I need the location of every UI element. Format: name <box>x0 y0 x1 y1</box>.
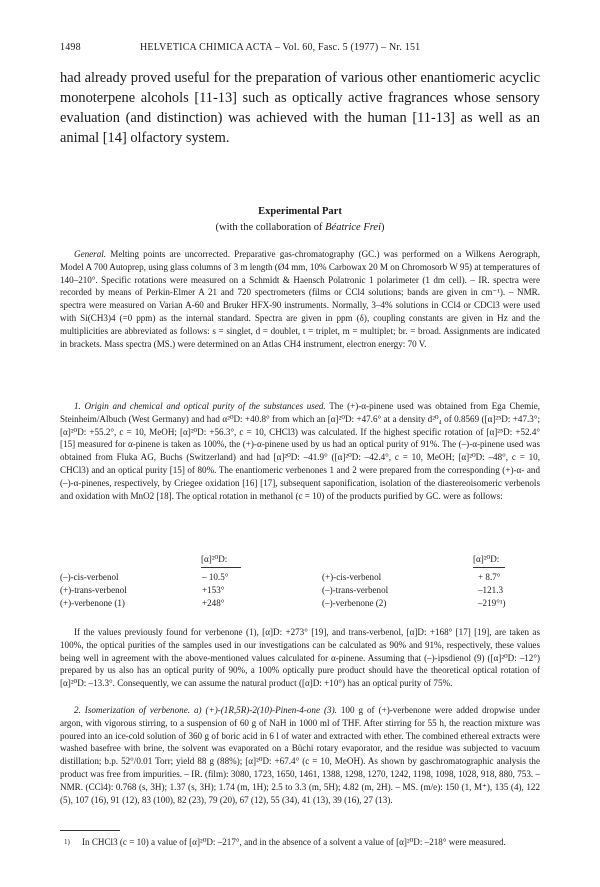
table-right-row-1-name: (+)-cis-verbenol <box>322 572 382 582</box>
isomerization-paragraph <box>60 704 540 806</box>
table-right-row-3-value: –219°¹) <box>478 598 506 608</box>
table-left-row-3-name: (+)-verbenone (1) <box>60 598 125 608</box>
collaborator-name: Béatrice Frei <box>325 222 382 233</box>
isomerization-lead: 2. Isomerization of verbenone. <box>74 705 191 715</box>
table-right-row-2-name: (–)-trans-verbenol <box>322 585 389 595</box>
running-title: HELVETICA CHIMICA ACTA – Vol. 60, Fasc. 5 (1977) – Nr. 151 <box>140 42 421 53</box>
isomerization-compound: a) (+)-(1R,5R)-2(10)-Pinen-4-one (3). <box>194 705 337 715</box>
general-paragraph <box>60 248 540 350</box>
origin-text: The (+)-α-pinene used was obtained from Ega Chemie, Steinheim/Albuch (West Germany) and had α²⁰D: +40.8° from which an [α]²⁰D: +47.6° at a density d²⁰₄ of 0.8569 ([α]²⁵D: +47.3°; [α]²⁰D: +55.2°, c = 10, MeOH; [α]²⁰D: +56.3°, c = 10, CHCl3) was calculated. If the highest specific rotation of [α]²⁵D: +52.4° [15] measured for α-pinene is taken as 100%, the (+)-α-pinene used by us had an optical purity of 91%. The (–)-α-pinene used was obtained from Fluka AG, Buchs (Switzerland) and had [α]²⁰D: –41.9° ([α]²⁰D: –42.4°, c = 10, MeOH; [α]²⁰D: –48°, c = 10, CHCl3) and an optical purity [15] of 80%. The enantiomeric verbenones 1 and 2 were prepared from the corresponding (+)-α- and (–)-α-pinenes, respectively, by Criegee oxidation [16] [17], subsequent saponification, isolation of the diastereoisomeric verbenols and oxidation with MnO2 [18]. The optical rotation in methanol (c = 10) of the products purified by GC. were as follows: <box>60 401 541 501</box>
optical-purity-paragraph: If the values previously found for verbenone (1), [α]D: +273° [19], and trans-verbenol, [α]D: +168° [17] [19], are taken as 100%, the optical purities of the samples used in our investigations can be calculated as 90% and 91%, respectively, these values being well in agreement with the above-mentioned values calculated for α-pinene. Assuming that (–)-ipsdienol (9) ([α]²⁰D: –12°) prepared by us also has an optical purity of 90%, a 100% optically pure product should have the theoretical optical rotation of [α]²⁰D: –13.3°. Consequently, we can assume the natural product ([α]D: +10°) has an optical purity of 75%. <box>60 627 540 689</box>
table-header-right: [α]²⁰D: <box>473 554 500 564</box>
isomerization-text: 100 g of (+)-verbenone were added dropwise under argon, with vigorous stirring, to a suspension of 60 g of NaH in 1000 ml of THF. After stirring for 55 h, the reaction mixture was poured into an ice-cold solution of 360 g of boric acid in 6 l of water and extracted with ether. The combined ethereal extracts were washed basefree with brine, the solvent was evaporated on a Büchi rotary evaporator, and the residue was subjected to vacuum distillation; b.p. 52°/0.01 Torr; yield 88 g (88%); [α]²⁰D: +67.4° (c = 10, MeOH). As shown by gaschromatographic analysis the product was free from impurities. – IR. (film): 3080, 1723, 1650, 1461, 1388, 1298, 1270, 1242, 1198, 1098, 1028, 918, 880, 753. – NMR. (CCl4): 0.768 (s, 3H); 1.37 (s, 3H); 1.74 (m, 1H); 2.5 to 3.3 (m, 5H); 4.82 (m, 2H). – MS. (m/e): 150 (1, M⁺), 135 (4), 122 (5), 107 (16), 91 (12), 83 (100), 82 (23), 79 (20), 67 (12), 55 (34), 41 (13), 39 (16), 27 (13). <box>60 705 541 805</box>
table-right-row-2-value: –121.3 <box>478 585 504 595</box>
section-subtitle <box>60 222 540 233</box>
footnote-mark: 1) <box>64 838 70 846</box>
origin-paragraph <box>60 400 540 502</box>
table-left-row-2-name: (+)-trans-verbenol <box>60 585 127 595</box>
table-left-row-2-value: +153° <box>202 585 225 595</box>
table-header-left-rule <box>201 567 241 568</box>
table-left-row-1-name: (–)-cis-verbenol <box>60 572 119 582</box>
footnote-text: In CHCl3 (c = 10) a value of [α]²⁰D: –217°, and in the absence of a solvent a value of [α]²⁰D: –218° were measured. <box>82 837 506 847</box>
table-left-row-1-value: – 10.5° <box>202 572 229 582</box>
origin-lead: 1. Origin and chemical and optical purity of the substances used. <box>74 401 326 411</box>
footnote-rule <box>60 830 120 831</box>
table-header-right-rule <box>473 567 505 568</box>
rotation-table <box>60 554 540 624</box>
table-header-left: [α]²⁰D: <box>201 554 228 564</box>
table-right-row-1-value: + 8.7° <box>478 572 501 582</box>
general-text: Melting points are uncorrected. Preparative gas-chromatography (GC.) was performed on a Wilkens Aerograph, Model A 700 Autoprep, using glass columns of 3 m length (Ø4 mm, 10% Carbowax 20 M on Chromosorb W 95) at temperatures of 140–210°. Specific rotations were measured on a Schmidt & Haensch Polatronic 1 polarimeter (1 dm cell). – IR. spectra were recorded by means of Perkin-Elmer A 21 and 720 spectrometers (films or CCl4 solutions; bands are given in cm⁻¹). – NMR. spectra were measured on Varian A-60 and Bruker HFX-90 instruments. Normally, 3–4% solutions in CCl4 or CDCl3 were used with Si(CH3)4 (=0 ppm) as the internal standard. Spectra are given in ppm (δ), coupling constants are given in Hz and the multiplicities are abbreviated as follows: s = singlet, d = doublet, t = triplet, m = multiplet; br. = broad. Assignments are indicated in brackets. Mass spectra (MS.) were determined on an Atlas CH4 instrument, electron energy: 70 V. <box>60 249 540 349</box>
page-number: 1498 <box>60 42 81 53</box>
table-right-row-3-name: (–)-verbenone (2) <box>322 598 387 608</box>
section-title: Experimental Part <box>258 206 342 217</box>
subtitle-prefix: (with the collaboration of <box>215 222 326 233</box>
general-lead: General. <box>74 249 107 259</box>
table-left-row-3-value: +248° <box>202 598 225 608</box>
subtitle-suffix: ) <box>381 222 385 233</box>
intro-paragraph: had already proved useful for the preparation of various other enantiomeric acyclic monoterpene alcohols [11-13] such as optically active fragrances whose sensory evaluation (and distinction) was achieved with the human [11-13] as well as an animal [14] olfactory system. <box>60 70 540 146</box>
